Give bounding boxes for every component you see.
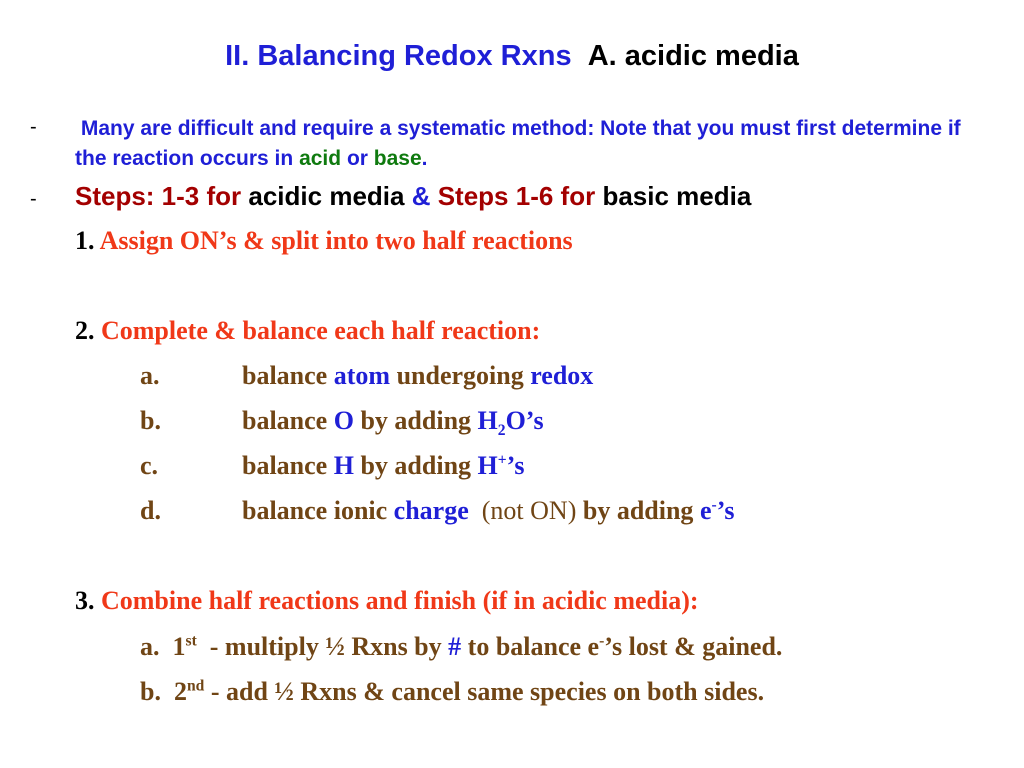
title-part-2: A. acidic media (587, 40, 799, 72)
steps-label-2: Steps 1-6 for (437, 181, 596, 211)
intro-period: . (421, 147, 428, 170)
step-2-num: 2. (75, 316, 95, 345)
step-2d-sup: - (711, 496, 717, 514)
step-2b-sub: 2 (497, 422, 506, 440)
title-part-1: II. Balancing Redox Rxns (225, 40, 572, 72)
step-2c-t2: H (333, 451, 354, 480)
slide-title (0, 40, 1024, 73)
step-3a (140, 632, 782, 662)
step-2c-t1: balance (242, 451, 328, 480)
intro-acid: acid (299, 147, 342, 170)
step-2d-t4: by adding (582, 496, 694, 525)
step-2d-electron (700, 496, 735, 525)
step-2d-t3: (not ON) (481, 496, 577, 525)
steps-bullet (75, 181, 751, 212)
bullet-dash-1: - (30, 116, 37, 138)
step-2a-label: a. (140, 361, 160, 390)
step-1-text: Assign ON’s & split into two half reactions (99, 226, 573, 255)
step-3a-esup: - (599, 632, 605, 650)
step-3a-t2: to balance e (467, 632, 600, 661)
step-3a-ord: 1 (172, 632, 186, 661)
step-2a-t1: balance (242, 361, 328, 390)
step-3-num: 3. (75, 586, 95, 615)
step-2d-s: ’s (716, 496, 735, 525)
step-2b-o: O’s (505, 406, 544, 435)
step-3b-label: b. (140, 677, 161, 706)
step-2b-t3: by adding (360, 406, 472, 435)
step-3a-sup: st (185, 632, 197, 650)
step-3a-t1: - multiply ½ Rxns by (209, 632, 442, 661)
step-1-num: 1. (75, 226, 95, 255)
step-3 (75, 586, 699, 616)
step-2c-t3: by adding (360, 451, 472, 480)
step-2d-label: d. (140, 496, 161, 525)
steps-media-1: acidic media (248, 181, 405, 211)
step-2d-t1: balance ionic (242, 496, 388, 525)
step-2c-s: ’s (506, 451, 525, 480)
bullet-dash-2: - (30, 188, 37, 210)
step-2b-water (477, 406, 544, 440)
steps-amp: & (411, 181, 431, 211)
step-3a-label: a. (140, 632, 160, 661)
step-2d-t2: charge (393, 496, 469, 525)
step-1 (75, 226, 573, 256)
step-2a-t4: redox (530, 361, 594, 390)
intro-text: Many are difficult and require a systematic method: Note that you must first determine if the reaction occurs in (75, 117, 961, 170)
step-3b-t1: - add ½ Rxns & cancel same species on both sides. (210, 677, 765, 706)
step-2b-h: H (477, 406, 498, 435)
step-3b-sup: nd (186, 677, 205, 695)
intro-or: or (346, 147, 368, 170)
step-3-text: Combine half reactions and finish (if in acidic media): (101, 586, 699, 615)
step-2b-label: b. (140, 406, 161, 435)
step-2c-proton (478, 451, 525, 480)
step-2a-t2: atom (333, 361, 391, 390)
step-3b (140, 677, 764, 707)
step-3b-ord: 2 (173, 677, 187, 706)
step-2c-sup: + (497, 451, 507, 469)
step-2-text: Complete & balance each half reaction: (101, 316, 541, 345)
step-2d-e: e (699, 496, 712, 525)
step-2 (75, 316, 540, 346)
step-2a-t3: undergoing (396, 361, 524, 390)
intro-bullet (75, 114, 985, 174)
step-2c-label: c. (140, 451, 159, 480)
steps-label-1: Steps: 1-3 for (75, 181, 242, 211)
steps-media-2: basic media (602, 181, 752, 211)
step-2b-t2: O (333, 406, 354, 435)
step-3a-t3: ’s lost & gained. (604, 632, 783, 661)
step-3a-hash: # (448, 632, 462, 661)
step-2c-h: H (477, 451, 498, 480)
intro-base: base (373, 147, 422, 170)
step-2b-t1: balance (242, 406, 328, 435)
